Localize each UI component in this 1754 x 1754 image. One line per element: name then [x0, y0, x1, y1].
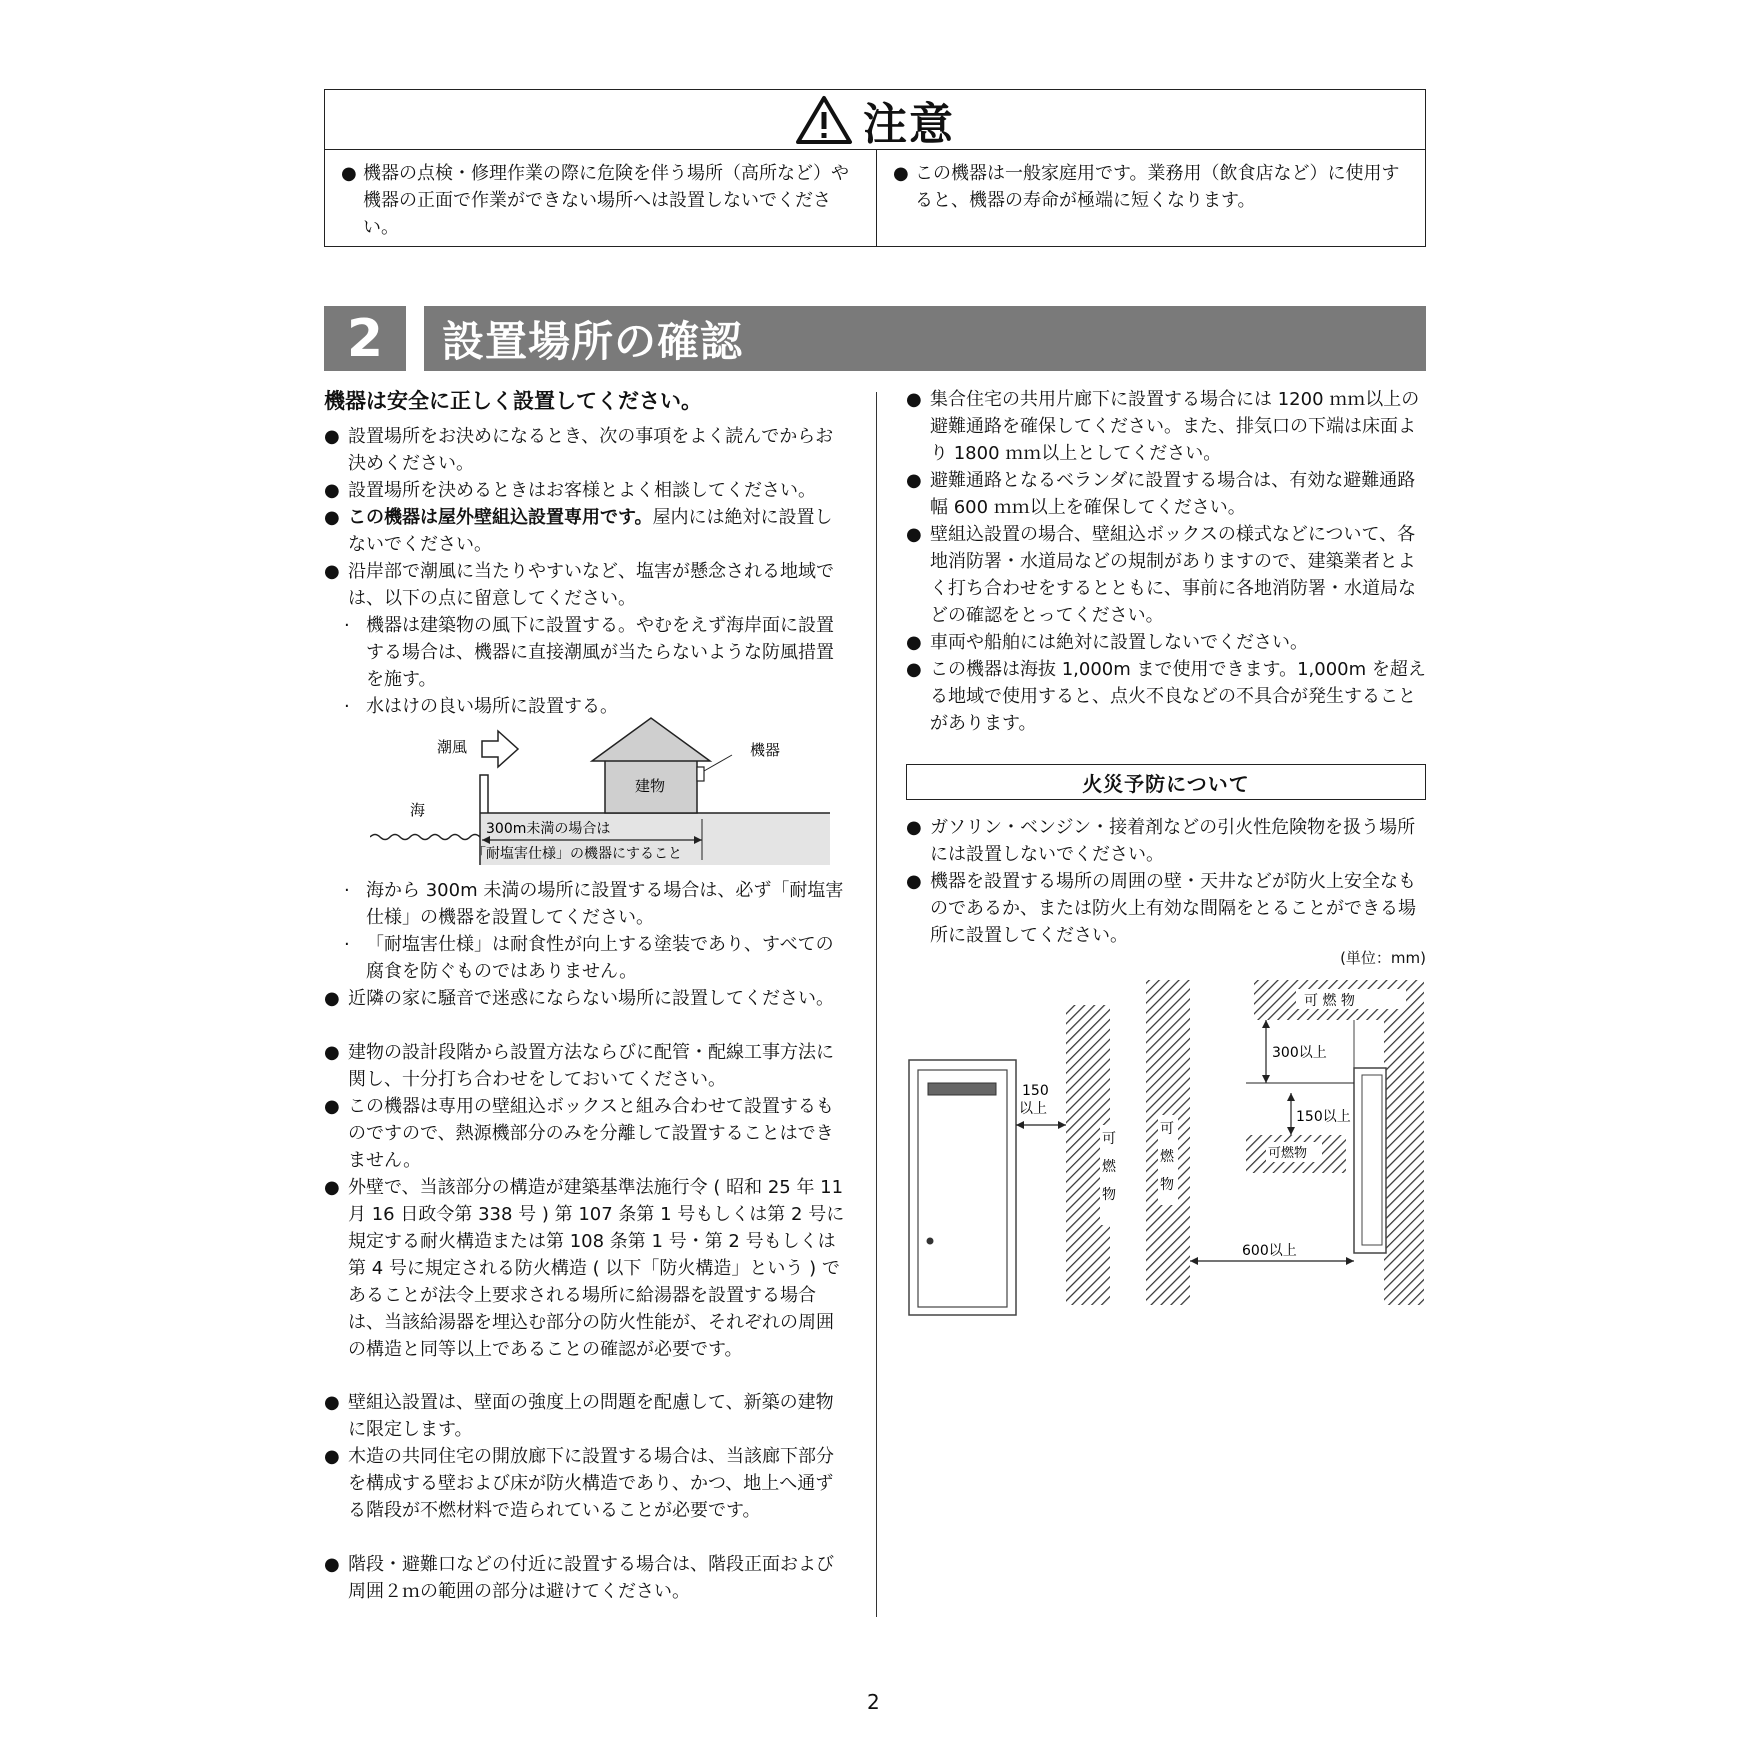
list-item: ● この機器は屋外壁組込設置専用です。屋内には絶対に設置しないでください。	[324, 507, 833, 555]
combustible-top-label: 可 燃 物	[1304, 993, 1355, 1009]
section-number: 2	[324, 306, 406, 371]
salt-spec-note: 「耐塩害仕様」の機器にすること	[472, 846, 682, 862]
list-item: ● 設置場所をお決めになるとき、次の事項をよく読んでからお決めください。	[324, 426, 834, 474]
caution-header	[325, 90, 1425, 150]
fire-prevention-heading: 火災予防について	[906, 764, 1426, 800]
sub-item: · 「耐塩害仕様」は耐食性が向上する塗装であり、すべての腐食を防ぐものではありません。	[344, 934, 834, 982]
distance-note: 300m未満の場合は	[486, 821, 611, 837]
list-item: ● 避難通路となるベランダに設置する場合は、有効な避難通路幅 600 ｍｍ以上を確保してください。	[906, 470, 1416, 518]
dim-150: 150	[1022, 1083, 1049, 1099]
dim-150b: 150以上	[1296, 1109, 1351, 1125]
sub-item: · 海から 300m 未満の場所に設置する場合は、必ず「耐塩害仕様」の機器を設置してください。	[344, 880, 844, 928]
unit-shape	[697, 767, 704, 781]
wind-arrow-icon	[482, 731, 518, 767]
sub-item: · 水はけの良い場所に設置する。	[344, 696, 618, 717]
list-item: ● 壁組込設置の場合、壁組込ボックスの様式などについて、各地消防署・水道局などの規制がありますので、建築業者とよく打ち合わせをするとともに、事前に各地消防署・水道局などの確認をとってください。	[906, 524, 1416, 626]
sea-waves	[370, 835, 480, 840]
list-item: ● 沿岸部で潮風に当たりやすいなど、塩害が懸念される地域では、以下の点に留意してください。	[324, 561, 834, 609]
list-item: ● 車両や船舶には絶対に設置しないでください。	[906, 632, 1308, 653]
building-label: 建物	[635, 777, 666, 795]
list-item: ● 階段・避難口などの付近に設置する場合は、階段正面および周囲２ｍの範囲の部分は避けてください。	[324, 1554, 834, 1602]
list-item: ● 外壁で、当該部分の構造が建築基準法施行令 ( 昭和 25 年 11 月 16 日政令第 338 号 ) 第 107 条第 1 号もしくは第 2 号に規定する耐火構造または第 108 条第 1 号・第 2 号もしくは第 4 号に規定される防火構造 ( 以下「防火構造」という ) であることが法令上要求される場所に給湯器を設置する場合は、当該給湯器を埋込む部分の防火性能が、それぞれの周囲の構造と同等以上であることの確認が必要です。	[324, 1177, 845, 1360]
dim-150-suffix: 以上	[1019, 1101, 1047, 1117]
warning-icon	[795, 95, 853, 145]
door-knob	[927, 1238, 934, 1245]
page-number: 2	[867, 1690, 880, 1714]
exhaust-vent	[928, 1083, 996, 1095]
list-item: ● ガソリン・ベンジン・接着剤などの引火性危険物を扱う場所には設置しないでください。	[906, 817, 1416, 865]
caution-box	[324, 89, 1426, 247]
unit-note: (単位：mm)	[1340, 949, 1426, 967]
caution-divider	[876, 149, 877, 246]
clearance-diagram	[906, 975, 1426, 1335]
right-wall	[1384, 1020, 1424, 1305]
coastal-diagram	[370, 715, 830, 865]
list-item: ● 機器を設置する場所の周囲の壁・天井などが防火上安全なものであるか、または防火上有効な間隔をとることができる場所に設置してください。	[906, 871, 1416, 946]
list-item: ● 集合住宅の共用片廊下に設置する場合には 1200 ｍｍ以上の避難通路を確保してください。また、排気口の下端は床面より 1800 ｍｍ以上としてください。	[906, 389, 1420, 464]
column-divider	[876, 392, 877, 1617]
combustible-shelf-label: 可燃物	[1268, 1146, 1308, 1161]
sub-item: · 機器は建築物の風下に設置する。やむをえず海岸面に設置する場合は、機器に直接潮風が当たらないような防風措置を施す。	[344, 615, 834, 690]
caution-right-item: ● この機器は一般家庭用です。業務用（飲食店など）に使用すると、機器の寿命が極端に短くなります。	[893, 163, 1400, 211]
lead-text: 機器は安全に正しく設置してください。	[324, 389, 702, 413]
list-item: ● 近隣の家に騒音で迷惑にならない場所に設置してください。	[324, 988, 834, 1009]
sea-label: 海	[410, 801, 426, 819]
caution-title: 注意	[863, 98, 955, 150]
list-item: ● 設置場所を決めるときはお客様とよく相談してください。	[324, 480, 816, 501]
list-item: ● 建物の設計段階から設置方法ならびに配管・配線工事方法に関し、十分打ち合わせをしておいてください。	[324, 1042, 834, 1090]
unit-front	[918, 1070, 1007, 1307]
caution-left-item: ● 機器の点検・修理作業の際に危険を伴う場所（高所など）や機器の正面で作業ができない場所へは設置しないでください。	[341, 163, 849, 238]
dim-600: 600以上	[1242, 1243, 1297, 1259]
list-item: ● 木造の共同住宅の開放廊下に設置する場合は、当該廊下部分を構成する壁および床が防火構造であり、かつ、地上へ通ずる階段が不燃材料で造られていることが必要です。	[324, 1446, 834, 1521]
wind-label: 潮風	[437, 738, 468, 756]
emphasis-text: この機器は屋外壁組込設置専用です。	[348, 507, 653, 528]
unit-label: 機器	[750, 741, 781, 759]
building-roof	[592, 718, 710, 761]
list-item: ● この機器は専用の壁組込ボックスと組み合わせて設置するものですので、熱源機部分のみを分離して設置することはできません。	[324, 1096, 834, 1171]
list-item: ● 壁組込設置は、壁面の強度上の問題を配慮して、新築の建物に限定します。	[324, 1392, 834, 1440]
list-item: ● この機器は海抜 1,000m まで使用できます。1,000m を超える地域で使用すると、点火不良などの不具合が発生することがあります。	[906, 659, 1426, 734]
section-title: 設置場所の確認	[424, 306, 1426, 371]
combustible-label-2: 可燃物	[1160, 1121, 1174, 1193]
combustible-label-1: 可燃物	[1102, 1131, 1116, 1203]
dim-300: 300以上	[1272, 1045, 1327, 1061]
